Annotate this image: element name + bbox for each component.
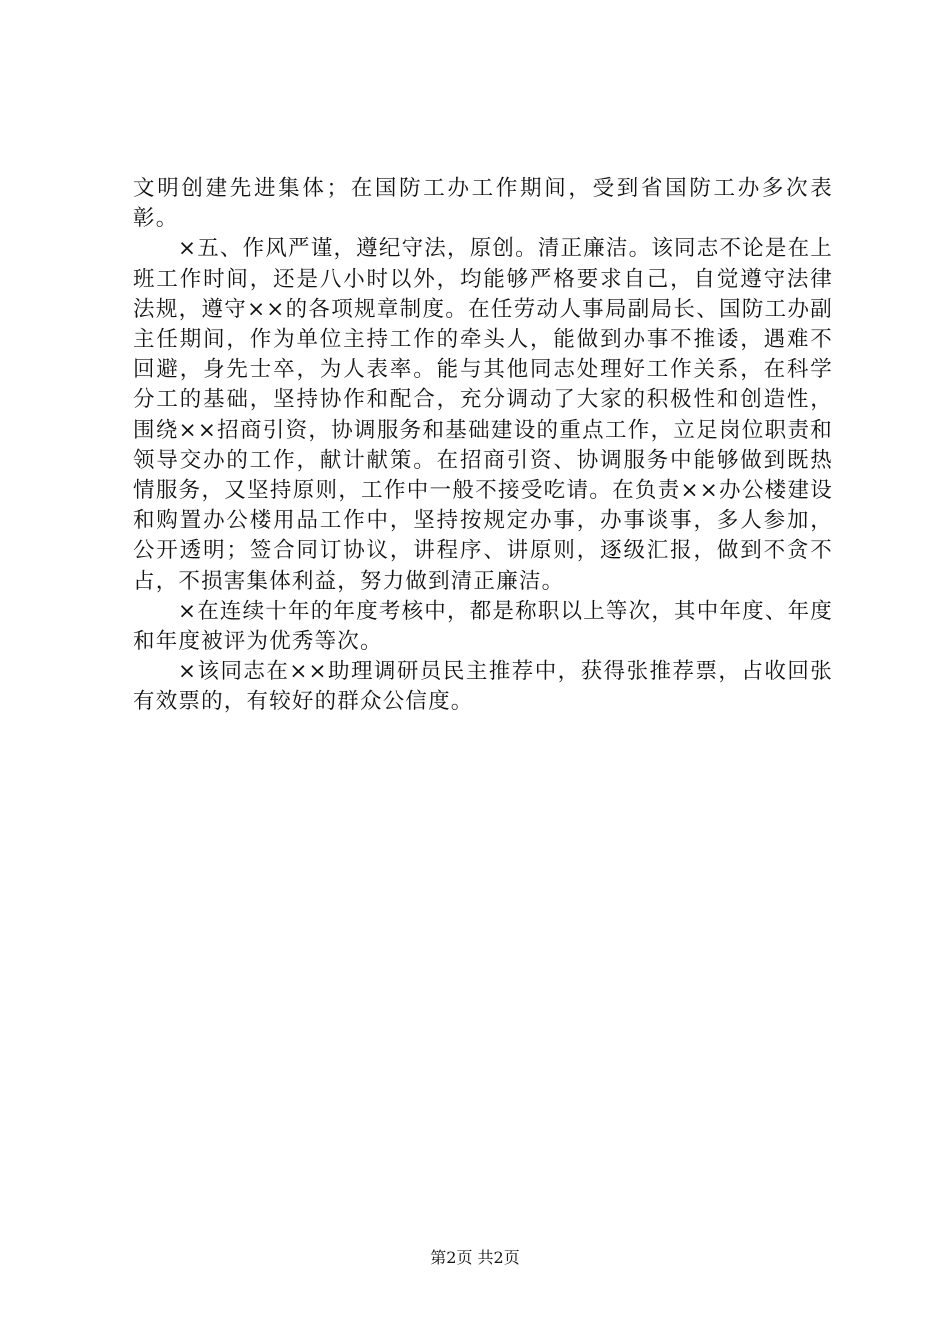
page-number-footer: 第2页 共2页: [430, 1248, 520, 1267]
document-body: [133, 174, 833, 718]
paragraph-continuation: 文明创建先进集体；在国防工办工作期间，受到省国防工办多次表彰。: [133, 176, 833, 232]
paragraph-item-five: ×五、作风严谨，遵纪守法，原创。清正廉洁。该同志不论是在上班工作时间，还是八小时以外，均能够严格要求自己，自觉遵守法律法规，遵守××的各项规章制度。在任劳动人事局副局长、国防工办副主任期间，作为单位主持工作的牵头人，能做到办事不推诿，遇难不回避，身先士卒，为人表率。能与其他同志处理好工作关系，在科学分工的基础，坚持协作和配合，充分调动了大家的积极性和创造性，围绕××招商引资，协调服务和基础建设的重点工作，立足岗位职责和领导交办的工作，献计献策。在招商引资、协调服务中能够做到既热情服务，又坚持原则，工作中一般不接受吃请。在负责××办公楼建设和购置办公楼用品工作中，坚持按规定办事，办事谈事，多人参加，公开透明；签合同订协议，讲程序、讲原则，逐级汇报，做到不贪不占，不损害集体利益，努力做到清正廉洁。: [133, 236, 833, 594]
paragraph-recommendation-votes: ×该同志在××助理调研员民主推荐中，获得张推荐票，占收回张有效票的，有较好的群众公信度。: [133, 659, 833, 715]
paragraph-annual-assessment: ×在连续十年的年度考核中，都是称职以上等次，其中年度、年度和年度被评为优秀等次。: [133, 598, 833, 655]
